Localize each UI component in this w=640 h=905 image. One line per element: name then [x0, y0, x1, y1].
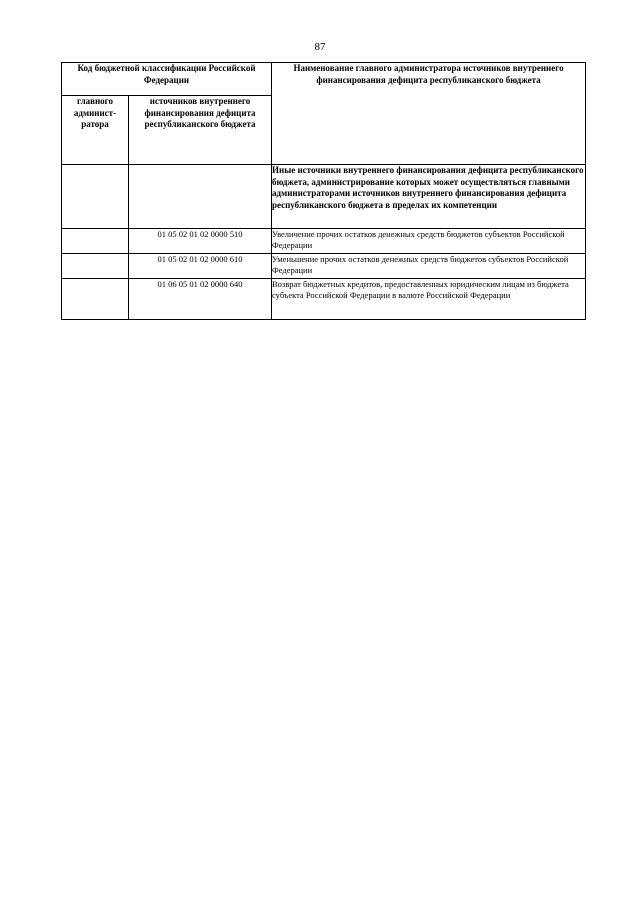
source-name-cell: Иные источники внутреннего финансирования дефицита республиканского бюджета, администрирование которых может осуществляться главными администраторами источников внутреннего финансирования дефицита республиканского бюджета в пределах их компетенции	[272, 165, 586, 229]
header-budget-code-group: Код бюджетной классификации Российской Федерации	[62, 63, 272, 96]
admin-code-cell	[62, 165, 129, 229]
table-row	[62, 229, 586, 254]
header-main-administrator: главного админист-ратора	[62, 96, 129, 165]
admin-code-cell	[62, 279, 129, 320]
header-administrator-name: Наименование главного администратора источников внутреннего финансирования дефицита республиканского бюджета	[272, 63, 586, 165]
admin-code-cell	[62, 254, 129, 279]
admin-code-cell	[62, 229, 129, 254]
table-row	[62, 279, 586, 320]
source-code-cell: 01 06 05 01 02 0000 640	[129, 279, 272, 320]
page-number: 87	[314, 41, 326, 53]
source-code-cell: 01 05 02 01 02 0000 610	[129, 254, 272, 279]
source-name-cell: Уменьшение прочих остатков денежных средств бюджетов субъектов Российской Федерации	[272, 254, 586, 279]
table-row	[62, 254, 586, 279]
source-name-cell: Увеличение прочих остатков денежных средств бюджетов субъектов Российской Федерации	[272, 229, 586, 254]
source-code-cell	[129, 165, 272, 229]
header-row-top	[62, 63, 586, 96]
source-name-cell: Возврат бюджетных кредитов, предоставленных юридическим лицам из бюджета субъекта Российской Федерации в валюте Российской Федерации	[272, 279, 586, 320]
header-financing-sources: источников внутреннего финансирования дефицита республиканского бюджета	[129, 96, 272, 165]
table-row	[62, 165, 586, 229]
budget-classification-table	[61, 62, 586, 320]
source-code-cell: 01 05 02 01 02 0000 510	[129, 229, 272, 254]
